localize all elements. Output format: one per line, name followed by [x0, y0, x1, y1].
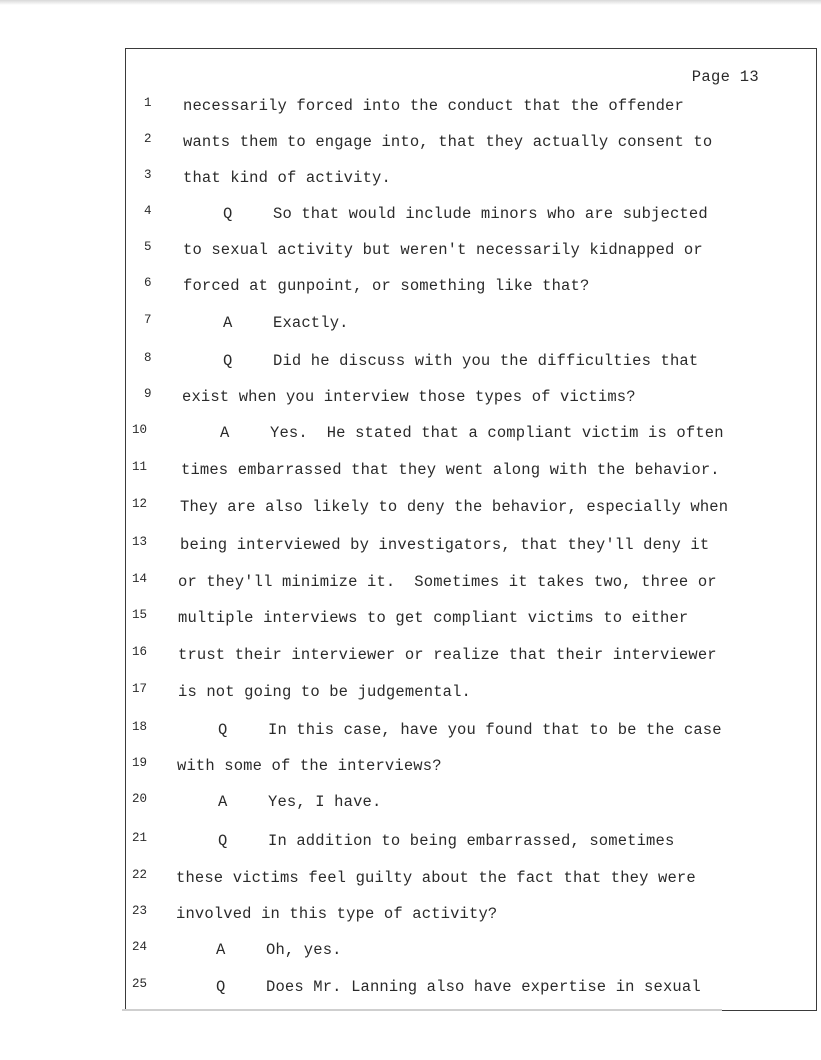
line-text-container	[216, 941, 342, 959]
line-text: involved in this type of activity?	[176, 905, 498, 923]
line-text: to sexual activity but weren't necessarily kidnapped or	[183, 241, 703, 259]
line-number: 22	[132, 868, 148, 882]
line-text: Oh, yes.	[266, 941, 342, 959]
line-text-container	[178, 573, 717, 591]
line-text-container	[176, 869, 696, 887]
line-number: 2	[144, 132, 152, 146]
line-number: 21	[132, 831, 148, 845]
page-number: Page 13	[691, 68, 759, 86]
transcript-line	[0, 204, 821, 226]
line-text-container	[183, 169, 391, 187]
transcript-line	[0, 460, 821, 482]
line-number: 14	[132, 572, 148, 586]
line-text: with some of the interviews?	[177, 757, 442, 775]
line-text-container	[218, 793, 381, 811]
line-number: 20	[132, 792, 148, 806]
line-number: 8	[144, 351, 152, 365]
line-text: Yes. He stated that a compliant victim is often	[270, 424, 724, 442]
line-number: 3	[144, 168, 152, 182]
line-text-container	[223, 205, 708, 223]
line-number: 4	[144, 204, 152, 218]
speaker-marker: Q	[223, 205, 233, 223]
line-number: 23	[132, 904, 148, 918]
line-text-container	[183, 133, 712, 151]
line-text-container	[216, 978, 701, 996]
line-text-container	[220, 424, 724, 442]
line-text-container	[183, 97, 684, 115]
speaker-marker: Q	[223, 352, 233, 370]
line-text-container	[183, 241, 703, 259]
line-number: 5	[144, 240, 152, 254]
line-text: is not going to be judgemental.	[178, 683, 471, 701]
transcript-line	[0, 535, 821, 557]
line-text: these victims feel guilty about the fact that they were	[176, 869, 696, 887]
transcript-line	[0, 608, 821, 630]
line-number: 9	[144, 387, 152, 401]
line-number: 10	[132, 423, 148, 437]
line-text: or they'll minimize it. Sometimes it takes two, three or	[178, 573, 717, 591]
bottom-rule	[122, 1009, 722, 1011]
line-text-container	[223, 314, 349, 332]
speaker-marker: A	[218, 793, 228, 811]
line-text-container	[178, 683, 471, 701]
transcript-line	[0, 904, 821, 926]
line-text-container	[223, 352, 698, 370]
line-number: 1	[144, 96, 152, 110]
transcript-line	[0, 572, 821, 594]
line-text: exist when you interview those types of victims?	[182, 388, 636, 406]
transcript-line	[0, 756, 821, 778]
transcript-line	[0, 313, 821, 335]
line-text: being interviewed by investigators, that they'll deny it	[180, 536, 710, 554]
line-text: trust their interviewer or realize that their interviewer	[178, 646, 717, 664]
line-text: Exactly.	[273, 314, 349, 332]
line-text: Does Mr. Lanning also have expertise in sexual	[266, 978, 701, 996]
line-number: 24	[132, 940, 148, 954]
line-text: So that would include minors who are subjected	[273, 205, 708, 223]
transcript-page-border	[125, 48, 817, 1011]
speaker-marker: Q	[216, 978, 226, 996]
line-number: 17	[132, 682, 148, 696]
line-number: 25	[132, 977, 148, 991]
transcript-line	[0, 720, 821, 742]
line-number: 6	[144, 276, 152, 290]
transcript-line	[0, 645, 821, 667]
line-text-container	[180, 536, 709, 554]
line-number: 13	[132, 535, 148, 549]
transcript-line	[0, 423, 821, 445]
transcript-line	[0, 940, 821, 962]
line-text: In addition to being embarrassed, sometimes	[268, 832, 675, 850]
line-number: 12	[132, 497, 148, 511]
line-text: Did he discuss with you the difficulties that	[273, 352, 699, 370]
line-text: In this case, have you found that to be the case	[268, 721, 722, 739]
transcript-line	[0, 132, 821, 154]
line-text: wants them to engage into, that they actually consent to	[183, 133, 713, 151]
line-text-container	[176, 905, 497, 923]
transcript-line	[0, 240, 821, 262]
line-text-container	[183, 277, 589, 295]
transcript-line	[0, 831, 821, 853]
line-text-container	[218, 832, 674, 850]
line-text: times embarrassed that they went along with the behavior.	[181, 461, 720, 479]
line-text: necessarily forced into the conduct that the offender	[183, 97, 684, 115]
transcript-line	[0, 977, 821, 999]
line-number: 16	[132, 645, 148, 659]
transcript-line	[0, 497, 821, 519]
transcript-line	[0, 387, 821, 409]
transcript-line	[0, 868, 821, 890]
line-text: Yes, I have.	[268, 793, 382, 811]
line-number: 7	[144, 313, 152, 327]
line-number: 18	[132, 720, 148, 734]
line-text-container	[178, 646, 717, 664]
scan-top-edge	[0, 0, 821, 5]
line-number: 15	[132, 608, 148, 622]
speaker-marker: A	[216, 941, 226, 959]
speaker-marker: A	[220, 424, 230, 442]
transcript-line	[0, 276, 821, 298]
line-text: forced at gunpoint, or something like that?	[183, 277, 590, 295]
transcript-line	[0, 682, 821, 704]
speaker-marker: Q	[218, 832, 228, 850]
line-number: 11	[132, 460, 148, 474]
line-number: 19	[132, 756, 148, 770]
line-text: that kind of activity.	[183, 169, 391, 187]
speaker-marker: A	[223, 314, 233, 332]
transcript-line	[0, 96, 821, 118]
speaker-marker: Q	[218, 721, 228, 739]
transcript-line	[0, 792, 821, 814]
line-text-container	[181, 461, 720, 479]
line-text-container	[178, 609, 688, 627]
transcript-line	[0, 168, 821, 190]
line-text: multiple interviews to get compliant victims to either	[178, 609, 689, 627]
line-text-container	[218, 721, 722, 739]
line-text: They are also likely to deny the behavior, especially when	[180, 498, 729, 516]
transcript-line	[0, 351, 821, 373]
line-text-container	[177, 757, 442, 775]
line-text-container	[182, 388, 636, 406]
line-text-container	[180, 498, 728, 516]
